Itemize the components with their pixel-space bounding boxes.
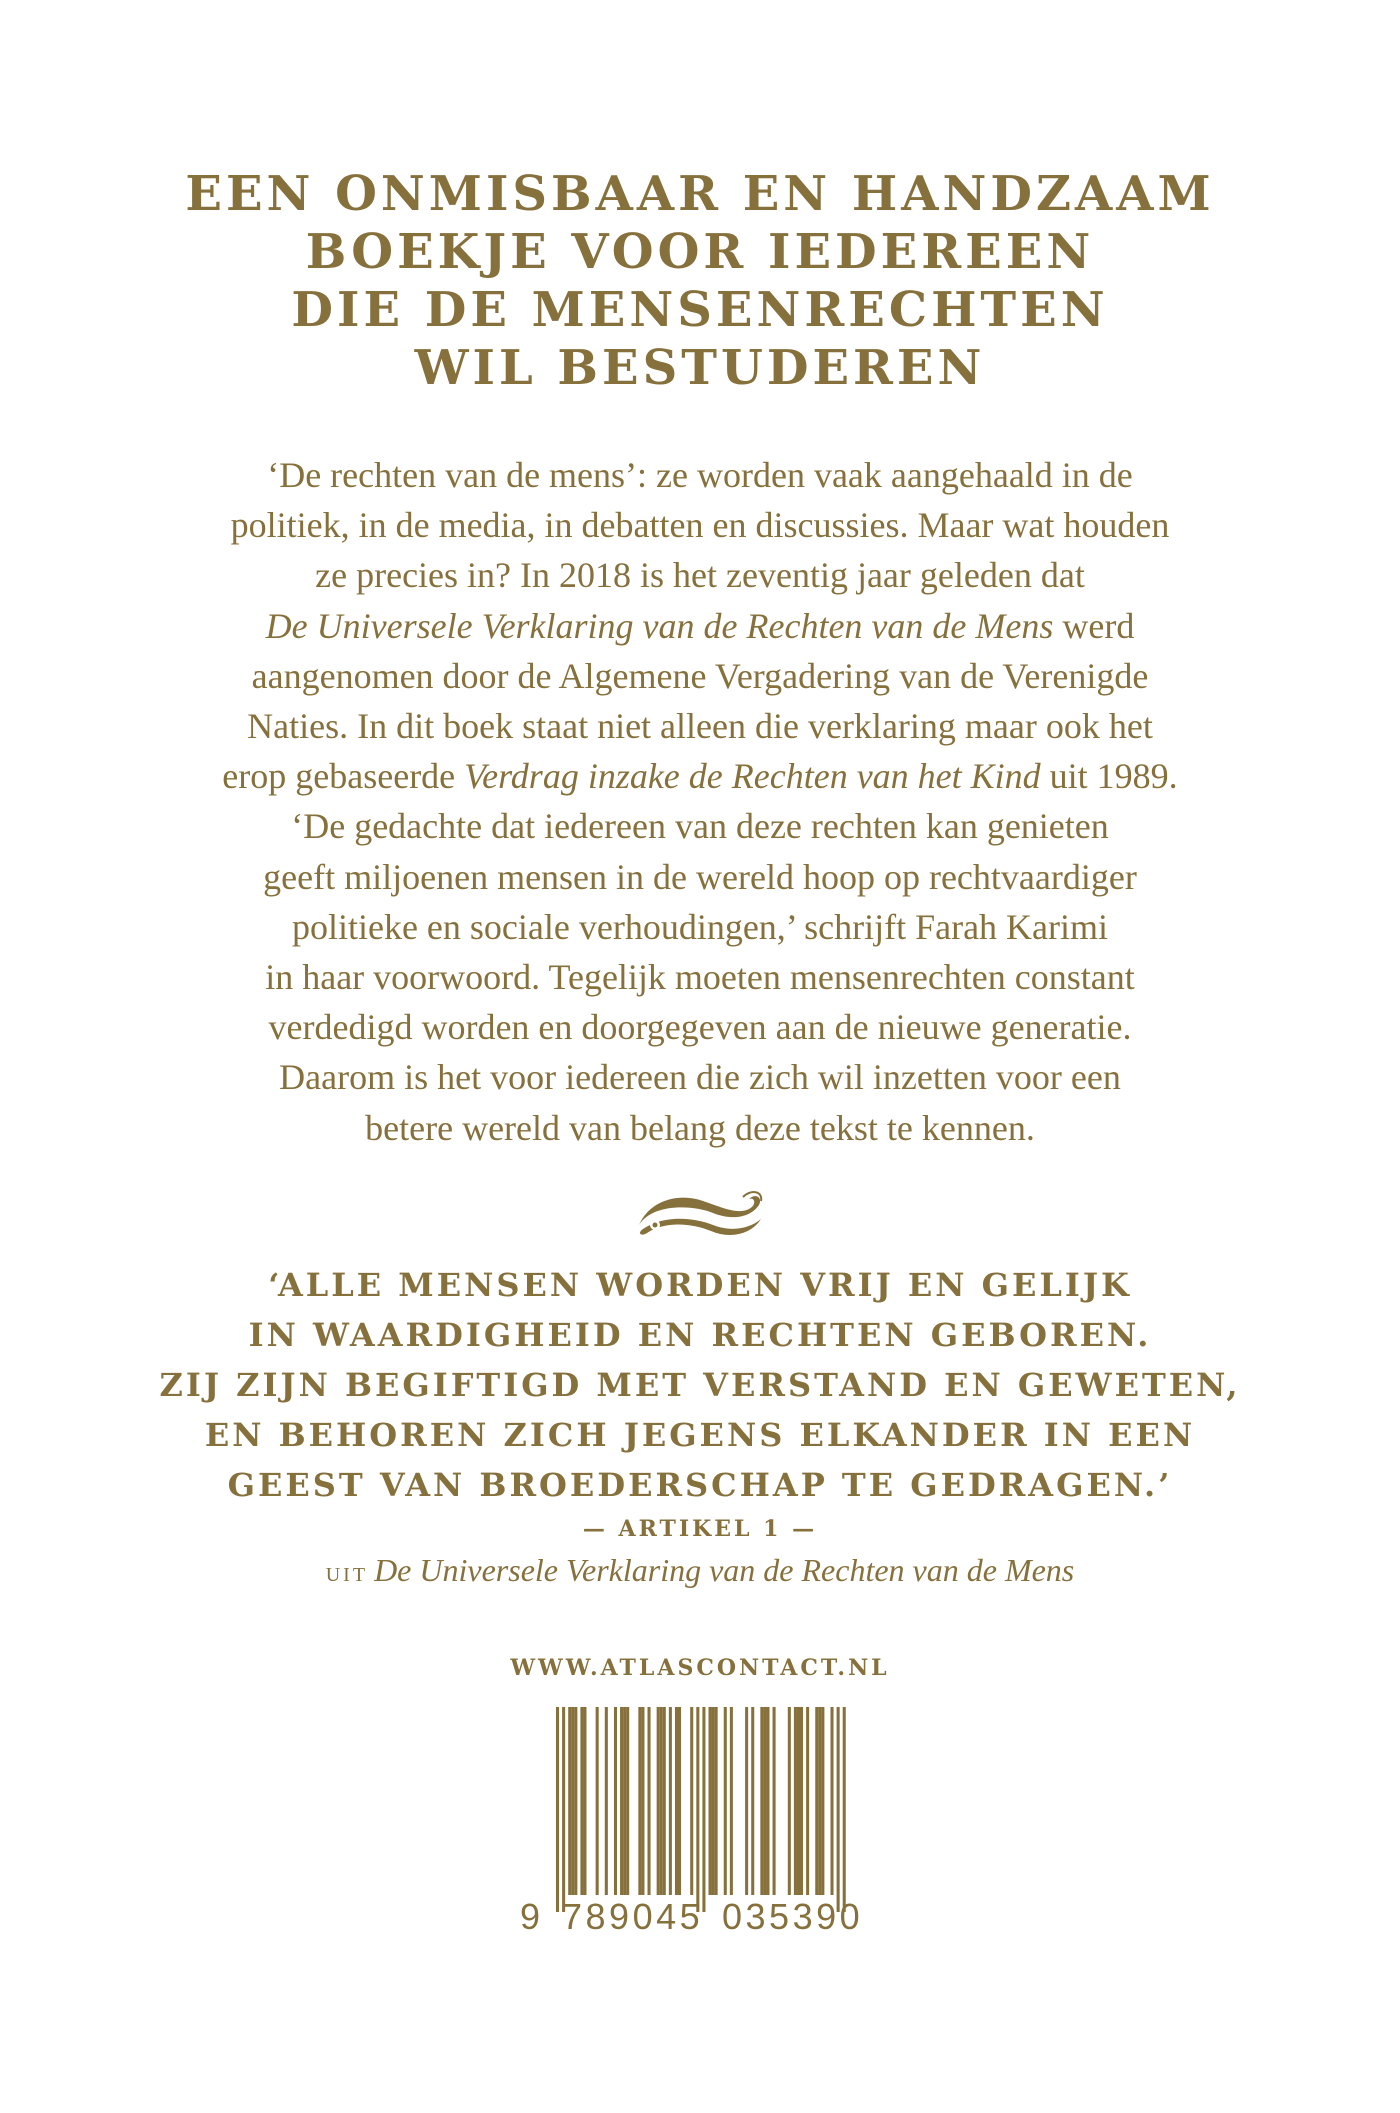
barcode-bar	[760, 1707, 763, 1895]
isbn-right-group: 035390	[722, 1896, 864, 1937]
blurb-line: in haar voorwoord. Tegelijk moeten mensenrechten constant	[265, 957, 1135, 998]
publisher-website: WWW.ATLASCONTACT.NL	[510, 1655, 890, 1681]
barcode-bar	[583, 1707, 586, 1895]
blurb-line-text: uit 1989.	[1040, 756, 1178, 797]
barcode-bar	[815, 1707, 818, 1895]
article-quote	[0, 1260, 1400, 1510]
blurb-line	[0, 601, 1400, 651]
cover-heading	[0, 165, 1400, 397]
barcode-bar	[620, 1707, 623, 1895]
barcode-bar	[641, 1707, 644, 1895]
quote-source	[0, 1548, 1400, 1597]
blurb-line-text: erop gebaseerde	[222, 756, 465, 797]
quote-line: GEEST VAN BROEDERSCHAP TE GEDRAGEN.’	[227, 1466, 1173, 1504]
barcode-bar	[724, 1707, 727, 1895]
barcode-bar	[702, 1707, 705, 1912]
quote-line: IN WAARDIGHEID EN RECHTEN GEBOREN.	[248, 1316, 1152, 1354]
barcode-bar	[657, 1707, 660, 1895]
barcode-bar	[712, 1707, 715, 1895]
source-title: De Universele Verklaring van de Rechten van de Mens	[374, 1552, 1075, 1588]
barcode-bar	[596, 1707, 599, 1895]
heading-line-1: EEN ONMISBAAR EN HANDZAAM	[185, 166, 1215, 222]
blurb-line: ze precies in? In 2018 is het zeventig jaar geleden dat	[315, 555, 1085, 596]
barcode-bar	[730, 1707, 733, 1895]
blurb-line: Naties. In dit boek staat niet alleen die verklaring maar ook het	[247, 706, 1153, 747]
barcode-bar	[663, 1707, 666, 1895]
source-uit: UIT	[325, 1564, 369, 1586]
declaration-title: De Universele Verklaring van de Rechten van de Mens	[265, 605, 1054, 646]
barcode-bar	[580, 1707, 583, 1895]
blurb-line: verdedigd worden en doorgegeven aan de nieuwe generatie.	[268, 1007, 1132, 1048]
barcode-bar	[648, 1707, 651, 1895]
barcode-bar	[837, 1707, 840, 1912]
barcode-bar	[562, 1707, 565, 1912]
barcode-bar	[763, 1707, 766, 1895]
barcode-bar	[669, 1707, 672, 1895]
barcode-bar	[821, 1707, 824, 1895]
barcode-bar	[745, 1707, 748, 1895]
blurb-line: ‘De gedachte dat iedereen van deze rechten kan genieten	[291, 806, 1109, 847]
heading-line-4: WIL BESTUDEREN	[414, 340, 986, 396]
barcode-bar	[690, 1707, 693, 1895]
barcode-bar	[831, 1707, 834, 1895]
barcode-bar	[773, 1707, 776, 1895]
blurb-line: betere wereld van belang deze tekst te kennen.	[365, 1107, 1035, 1148]
flourish-ornament-icon	[633, 1185, 768, 1245]
blurb-line: geeft miljoenen mensen in de wereld hoop op rechtvaardiger	[263, 856, 1137, 897]
quote-line: ZIJ ZIJN BEGIFTIGD MET VERSTAND EN GEWETEN,	[159, 1366, 1241, 1404]
blurb-line: aangenomen door de Algemene Vergadering van de Verenigde	[251, 655, 1149, 696]
barcode-bar	[818, 1707, 821, 1895]
blurb-line-text: werd	[1053, 605, 1135, 646]
barcode-bar	[806, 1707, 809, 1895]
barcode-bar	[568, 1707, 571, 1895]
barcode-bar	[660, 1707, 663, 1895]
barcode-bar	[556, 1707, 559, 1912]
isbn-left-group: 789045	[562, 1896, 704, 1937]
barcode-bar	[696, 1707, 699, 1912]
blurb-line: Daarom is het voor iedereen die zich wil inzetten voor een	[279, 1057, 1121, 1098]
barcode-bar	[626, 1707, 629, 1895]
barcode-bar	[623, 1707, 626, 1895]
barcode-bar	[675, 1707, 678, 1895]
barcode-bar	[605, 1707, 608, 1895]
quote-line: ‘ALLE MENSEN WORDEN VRIJ EN GELIJK	[268, 1266, 1132, 1304]
heading-line-2: BOEKJE VOOR IEDEREEN	[305, 224, 1095, 280]
barcode-bar	[800, 1707, 803, 1895]
barcode-bar	[788, 1707, 791, 1895]
barcode-bar	[614, 1707, 617, 1895]
barcode-bar	[638, 1707, 641, 1895]
blurb-line: politiek, in de media, in debatten en discussies. Maar wat houden	[230, 505, 1170, 546]
barcode-bar	[678, 1707, 681, 1895]
barcode-bar	[571, 1707, 574, 1895]
barcode-bar	[709, 1707, 712, 1895]
barcode-bar	[751, 1707, 754, 1895]
barcode-bar	[843, 1707, 846, 1912]
blurb-line: politieke en sociale verhoudingen,’ schrijft Farah Karimi	[291, 906, 1109, 947]
quote-line: EN BEHOREN ZICH JEGENS ELKANDER IN EEN	[204, 1416, 1196, 1454]
blurb-line	[0, 751, 1400, 801]
barcode-bar	[574, 1707, 577, 1895]
barcode-bar	[766, 1707, 769, 1895]
quote-article-label: — ARTIKEL 1 —	[582, 1516, 818, 1542]
convention-title: Verdrag inzake de Rechten van het Kind	[464, 756, 1041, 797]
heading-line-3: DIE DE MENSENRECHTEN	[291, 282, 1109, 338]
barcode-bar	[797, 1707, 800, 1895]
barcode-bar	[794, 1707, 797, 1895]
blurb-line: ‘De rechten van de mens’: ze worden vaak aangehaald in de	[267, 455, 1133, 495]
blurb-text	[0, 450, 1400, 1153]
isbn-first-digit: 9	[520, 1896, 541, 1937]
barcode-bar	[715, 1707, 718, 1895]
